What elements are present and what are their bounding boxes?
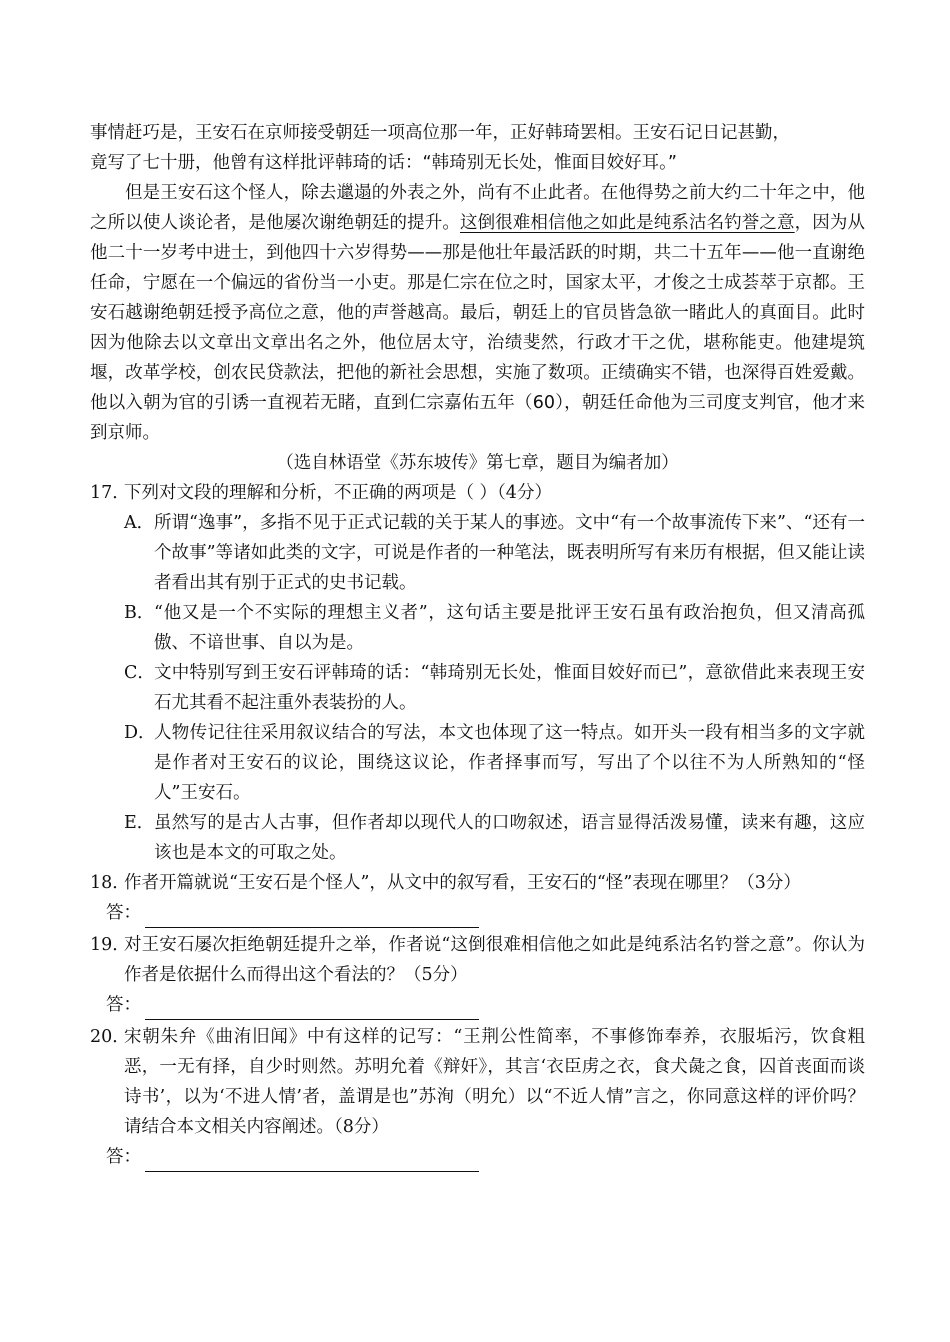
answer-line[interactable] (145, 903, 479, 928)
option-text: 文中特别写到王安石评韩琦的话：“韩琦别无长处，惟面目姣好而已”，意欲借此来表现王安石尤其看不起注重外表装扮的人。 (154, 663, 865, 713)
option-label: D． (124, 723, 156, 743)
option-label: C． (124, 663, 155, 683)
option-c (90, 658, 865, 718)
question-text: 宋朝朱弁《曲洧旧闻》中有这样的记写：“王荆公性简率，不事修饰奉养，衣服垢污，饮食粗恶，一无有择，自少时则然。苏明允着《辩奸》，其言‘衣臣虏之衣，食犬彘之食，囚首丧面而谈诗书’，以为‘不进人情’者，盖谓是也”苏洵（明允）以“不近人情”言之，你同意这样的评价吗？请结合本文相关内容阐述。（8分） (124, 1027, 865, 1137)
question-text: 下列对文段的理解和分析，不正确的两项是（ ）（4分） (124, 483, 552, 503)
option-label: B． (124, 603, 155, 623)
option-text: 人物传记往往采用叙议结合的写法，本文也体现了这一特点。如开头一段有相当多的文字就是作者对王安石的议论，围绕这议论，作者择事而写，写出了个以往不为人所熟知的“怪人”王安石。 (154, 723, 865, 803)
exam-page (90, 118, 865, 1174)
answer-label: 答： (106, 995, 141, 1015)
option-text: 所谓“逸事”，多指不见于正式记载的关于某人的事迹。文中“有一个故事流传下来”、“还有一个故事”等诸如此类的文字，可说是作者的一种笔法，既表明所写有来历有根据，但又能让读者看出其有别于正式的史书记载。 (154, 513, 865, 593)
question-17 (90, 478, 865, 868)
passage-paragraph-1 (90, 118, 865, 178)
option-b (90, 598, 865, 658)
option-label: E． (124, 813, 155, 833)
question-number: 18． (90, 873, 130, 893)
question-20 (90, 1022, 865, 1172)
answer-area (90, 1142, 865, 1172)
question-text: 作者开篇就说“王安石是个怪人”，从文中的叙写看，王安石的“怪”表现在哪里？（3分） (124, 873, 801, 893)
answer-line[interactable] (145, 1147, 479, 1172)
question-number: 20． (90, 1027, 130, 1047)
question-18 (90, 868, 865, 928)
answer-area (90, 898, 865, 928)
question-number: 17． (90, 483, 130, 503)
answer-label: 答： (106, 1147, 141, 1167)
answer-label: 答： (106, 903, 141, 923)
option-d (90, 718, 865, 808)
option-e (90, 808, 865, 868)
question-text: 对王安石屡次拒绝朝廷提升之举，作者说“这倒很难相信他之如此是纯系沽名钓誉之意”。你认为作者是依据什么而得出这个看法的？（5分） (124, 935, 865, 985)
passage-line: 事情赶巧是，王安石在京师接受朝廷一项高位那一年，正好韩琦罢相。王安石记日记甚勤， (90, 123, 790, 143)
option-a (90, 508, 865, 598)
answer-line[interactable] (145, 995, 479, 1020)
question-19 (90, 930, 865, 1020)
question-number: 19． (90, 935, 130, 955)
passage-text: ，因为从他二十一岁考中进士，到他四十六岁得势——那是他壮年最活跃的时期，共二十五年——他一直谢绝任命，宁愿在一个偏远的省份当一小吏。那是仁宗在位之时，国家太平，才俊之士成荟萃于京都。王安石越谢绝朝廷授予高位之意，他的声誉越高。最后，朝廷上的官员皆急欲一睹此人的真面目。此时因为他除去以文章出文章出名之外，他位居太守，治绩斐然，行政才干之优，堪称能吏。他建堤筑堰，改革学校，创农民贷款法，把他的新社会思想，实施了数项。正绩确实不错，也深得百姓爱戴。他以入朝为官的引诱一直视若无睹，直到仁宗嘉佑五年（60），朝廷任命他为三司度支判官，他才来到京师。 (90, 213, 866, 443)
passage-text: 但是王安石这个怪人，除去邋遢的外表之外，尚有不止此者。在他得势之前大约二十年之中，他之所以使人谈论者，是他屡次谢绝朝廷的提升。 (90, 183, 865, 233)
option-text: 虽然写的是古人古事，但作者却以现代人的口吻叙述，语言显得活泼易懂，读来有趣，这应该也是本文的可取之处。 (154, 813, 865, 863)
answer-area (90, 990, 865, 1020)
option-text: “他又是一个不实际的理想主义者”，这句话主要是批评王安石虽有政治抱负，但又清高孤傲、不谙世事、自以为是。 (154, 603, 865, 653)
passage-line: 竟写了七十册，他曾有这样批评韩琦的话：“韩琦别无长处，惟面目姣好耳。” (90, 153, 677, 173)
passage-paragraph-2 (90, 178, 865, 448)
underlined-sentence: 这倒很难相信他之如此是纯系沽名钓誉之意 (459, 213, 795, 233)
source-citation: （选自林语堂《苏东坡传》第七章，题目为编者加） (276, 453, 679, 473)
option-label: A． (124, 513, 155, 533)
